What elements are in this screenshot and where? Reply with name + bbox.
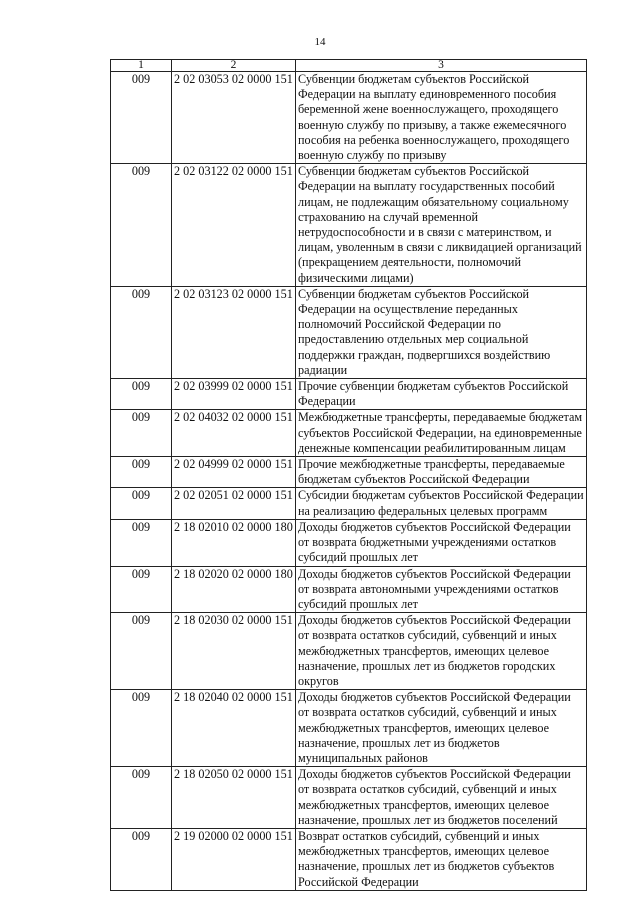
income-name-cell: Субвенции бюджетам субъектов Российской Федерации на выплату государственных пособий лицам, не подлежащим обязательному социальному страхованию на случай временной нетрудоспособности и в связи с материнством, и лицам, уволенным в связи с ликвидацией организаций (прекращением деятельности, полномочий физическими лицами): [296, 164, 587, 287]
income-code-cell: 2 02 04999 02 0000 151: [172, 457, 296, 488]
income-name-cell: Субвенции бюджетам субъектов Российской Федерации на выплату единовременного пособия беременной жене военнослужащего, проходящего военную службу по призыву, а также ежемесячного пособия на ребенка военнослужащего, проходящего военную службу по призыву: [296, 72, 587, 164]
admin-code-cell: 009: [111, 566, 172, 613]
admin-code-cell: 009: [111, 286, 172, 378]
budget-codes-table: [110, 59, 587, 891]
table-row: [111, 164, 587, 287]
table-row: [111, 379, 587, 410]
income-code-cell: 2 18 02030 02 0000 151: [172, 613, 296, 690]
income-code-cell: 2 18 02020 02 0000 180: [172, 566, 296, 613]
income-name-cell: Прочие межбюджетные трансферты, передаваемые бюджетам субъектов Российской Федерации: [296, 457, 587, 488]
table-row: [111, 767, 587, 829]
income-code-cell: 2 02 03123 02 0000 151: [172, 286, 296, 378]
admin-code-cell: 009: [111, 72, 172, 164]
income-name-cell: Доходы бюджетов субъектов Российской Федерации от возврата остатков субсидий, субвенций и иных межбюджетных трансфертов, имеющих целевое назначение, прошлых лет из бюджетов поселений: [296, 767, 587, 829]
table-row: [111, 690, 587, 767]
income-code-cell: 2 18 02010 02 0000 180: [172, 519, 296, 566]
income-name-cell: Доходы бюджетов субъектов Российской Федерации от возврата бюджетными учреждениями остатков субсидий прошлых лет: [296, 519, 587, 566]
column-header-3: 3: [296, 60, 587, 72]
income-name-cell: Межбюджетные трансферты, передаваемые бюджетам субъектов Российской Федерации, на единовременные денежные компенсации реабилитированным лицам: [296, 410, 587, 457]
income-code-cell: 2 18 02050 02 0000 151: [172, 767, 296, 829]
admin-code-cell: 009: [111, 488, 172, 519]
admin-code-cell: 009: [111, 690, 172, 767]
table-row: [111, 457, 587, 488]
income-name-cell: Прочие субвенции бюджетам субъектов Российской Федерации: [296, 379, 587, 410]
admin-code-cell: 009: [111, 613, 172, 690]
page-number: 14: [314, 36, 326, 48]
column-header-1: 1: [111, 60, 172, 72]
column-header-2: 2: [172, 60, 296, 72]
admin-code-cell: 009: [111, 410, 172, 457]
table-row: [111, 519, 587, 566]
income-code-cell: 2 02 03999 02 0000 151: [172, 379, 296, 410]
table-row: [111, 488, 587, 519]
income-code-cell: 2 18 02040 02 0000 151: [172, 690, 296, 767]
admin-code-cell: 009: [111, 457, 172, 488]
table-header-row: [111, 60, 587, 72]
table-row: [111, 286, 587, 378]
admin-code-cell: 009: [111, 767, 172, 829]
income-name-cell: Доходы бюджетов субъектов Российской Федерации от возврата автономными учреждениями остатков субсидий прошлых лет: [296, 566, 587, 613]
income-code-cell: 2 02 02051 02 0000 151: [172, 488, 296, 519]
admin-code-cell: 009: [111, 519, 172, 566]
income-name-cell: Доходы бюджетов субъектов Российской Федерации от возврата остатков субсидий, субвенций и иных межбюджетных трансфертов, имеющих целевое назначение, прошлых лет из бюджетов муниципальных районов: [296, 690, 587, 767]
admin-code-cell: 009: [111, 828, 172, 890]
admin-code-cell: 009: [111, 164, 172, 287]
table-row: [111, 410, 587, 457]
income-code-cell: 2 02 04032 02 0000 151: [172, 410, 296, 457]
income-code-cell: 2 19 02000 02 0000 151: [172, 828, 296, 890]
table-row: [111, 828, 587, 890]
table-row: [111, 613, 587, 690]
admin-code-cell: 009: [111, 379, 172, 410]
table-row: [111, 72, 587, 164]
income-name-cell: Доходы бюджетов субъектов Российской Федерации от возврата остатков субсидий, субвенций и иных межбюджетных трансфертов, имеющих целевое назначение, прошлых лет из бюджетов городских округов: [296, 613, 587, 690]
income-name-cell: Субвенции бюджетам субъектов Российской Федерации на осуществление переданных полномочий Российской Федерации по предоставлению отдельных мер социальной поддержки граждан, подвергшихся воздействию радиации: [296, 286, 587, 378]
income-code-cell: 2 02 03122 02 0000 151: [172, 164, 296, 287]
income-code-cell: 2 02 03053 02 0000 151: [172, 72, 296, 164]
income-name-cell: Возврат остатков субсидий, субвенций и иных межбюджетных трансфертов, имеющих целевое назначение, прошлых лет из бюджетов субъектов Российской Федерации: [296, 828, 587, 890]
income-name-cell: Субсидии бюджетам субъектов Российской Федерации на реализацию федеральных целевых программ: [296, 488, 587, 519]
table-row: [111, 566, 587, 613]
